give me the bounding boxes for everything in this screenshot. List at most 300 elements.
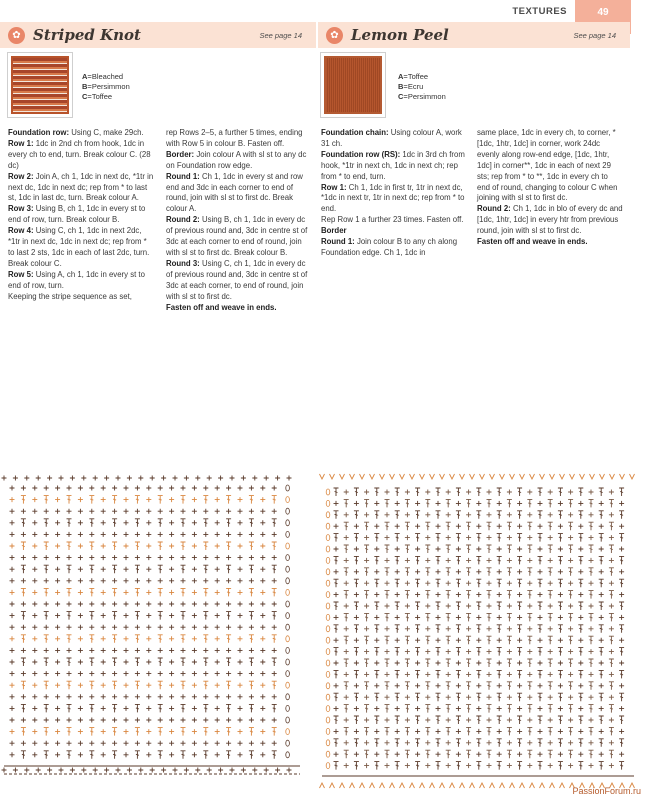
- tr-symbol: [374, 625, 379, 633]
- dc-symbol: [192, 578, 197, 583]
- dc-symbol: [55, 694, 60, 699]
- dc-symbol: [169, 590, 174, 595]
- dc-symbol: [578, 638, 583, 643]
- instruction-label: Foundation row:: [8, 128, 70, 137]
- tr-symbol: [21, 588, 26, 596]
- dc-symbol: [264, 768, 269, 773]
- tr-symbol: [487, 705, 492, 713]
- dc-symbol: [249, 625, 254, 630]
- tr-symbol: [466, 659, 471, 667]
- instruction-text: Using B, ch 1, 1dc in every st to end of row, turn. Break colour B.: [8, 204, 146, 225]
- tr-symbol: [589, 568, 594, 576]
- dc-symbol: [158, 578, 163, 583]
- dc-symbol: [59, 476, 64, 481]
- tr-symbol: [112, 704, 117, 712]
- dc-symbol: [446, 512, 451, 517]
- tr-symbol: [517, 602, 522, 610]
- dc-symbol: [146, 741, 151, 746]
- tr-symbol: [354, 716, 359, 724]
- dc-symbol: [146, 520, 151, 525]
- tr-symbol: [112, 612, 117, 620]
- dc-symbol: [238, 544, 243, 549]
- dc-symbol: [55, 625, 60, 630]
- dc-symbol: [112, 741, 117, 746]
- tr-symbol: [476, 739, 481, 747]
- dc-symbol: [10, 636, 15, 641]
- dc-symbol: [158, 671, 163, 676]
- tr-symbol: [364, 499, 369, 507]
- dc-symbol: [192, 509, 197, 514]
- colour-legend-striped-knot: [82, 72, 130, 102]
- dc-symbol: [275, 476, 280, 481]
- dc-symbol: [169, 752, 174, 757]
- dc-symbol: [78, 752, 83, 757]
- tr-symbol: [425, 750, 430, 758]
- tr-symbol: [203, 519, 208, 527]
- dc-symbol: [415, 661, 420, 666]
- dc-symbol: [558, 547, 563, 552]
- dc-symbol: [568, 695, 573, 700]
- dc-symbol: [527, 512, 532, 517]
- tr-symbol: [507, 705, 512, 713]
- dc-symbol: [385, 512, 390, 517]
- dc-symbol: [101, 497, 106, 502]
- dc-symbol: [146, 497, 151, 502]
- dc-symbol: [44, 555, 49, 560]
- tr-symbol: [203, 565, 208, 573]
- tr-symbol: [21, 612, 26, 620]
- dc-symbol: [548, 490, 553, 495]
- tr-symbol: [334, 739, 339, 747]
- border-v-symbol: [520, 474, 525, 479]
- border-v-symbol: [450, 474, 455, 479]
- tr-symbol: [568, 659, 573, 667]
- dc-symbol: [517, 569, 522, 574]
- dc-symbol: [238, 660, 243, 665]
- dc-symbol: [507, 512, 512, 517]
- tr-symbol: [226, 635, 231, 643]
- tr-symbol: [405, 659, 410, 667]
- tr-symbol: [112, 681, 117, 689]
- dc-symbol: [101, 636, 106, 641]
- dc-symbol: [456, 706, 461, 711]
- dc-symbol: [476, 615, 481, 620]
- dc-symbol: [32, 555, 37, 560]
- chain-symbol: [326, 694, 330, 700]
- dc-symbol: [78, 706, 83, 711]
- border-v-symbol: [540, 783, 545, 788]
- dc-symbol: [548, 649, 553, 654]
- dc-symbol: [169, 532, 174, 537]
- tr-symbol: [374, 556, 379, 564]
- tr-symbol: [158, 612, 163, 620]
- tr-symbol: [599, 716, 604, 724]
- dc-symbol: [364, 695, 369, 700]
- dc-symbol: [385, 558, 390, 563]
- dc-symbol: [203, 555, 208, 560]
- swatch-photo-lemon-peel: [320, 52, 386, 118]
- dc-symbol: [548, 535, 553, 540]
- border-v-symbol: [380, 474, 385, 479]
- tr-symbol: [599, 648, 604, 656]
- dc-symbol: [517, 683, 522, 688]
- tr-symbol: [466, 727, 471, 735]
- dc-symbol: [32, 741, 37, 746]
- dc-symbol: [67, 648, 72, 653]
- dc-symbol: [599, 569, 604, 574]
- tr-symbol: [578, 579, 583, 587]
- dc-symbol: [10, 625, 15, 630]
- dc-symbol: [215, 520, 220, 525]
- chain-symbol: [286, 729, 290, 735]
- dc-symbol: [507, 718, 512, 723]
- dc-symbol: [78, 683, 83, 688]
- dc-symbol: [558, 524, 563, 529]
- tr-symbol: [487, 613, 492, 621]
- tr-symbol: [589, 659, 594, 667]
- tr-symbol: [599, 534, 604, 542]
- dc-symbol: [466, 490, 471, 495]
- tr-symbol: [527, 499, 532, 507]
- border-v-symbol: [420, 474, 425, 479]
- chain-symbol: [326, 683, 330, 689]
- dc-symbol: [517, 547, 522, 552]
- dc-symbol: [436, 752, 441, 757]
- tr-symbol: [354, 556, 359, 564]
- tr-symbol: [334, 534, 339, 542]
- dc-symbol: [10, 694, 15, 699]
- dc-symbol: [55, 497, 60, 502]
- dc-symbol: [405, 740, 410, 745]
- dc-symbol: [32, 636, 37, 641]
- dc-symbol: [619, 752, 624, 757]
- dc-symbol: [599, 638, 604, 643]
- chain-symbol: [286, 601, 290, 607]
- tr-symbol: [44, 519, 49, 527]
- dc-symbol: [558, 569, 563, 574]
- instruction-text: Join colour A with sl st to any dc on Foundation row edge.: [166, 149, 307, 170]
- tr-symbol: [487, 682, 492, 690]
- border-v-symbol: [600, 474, 605, 479]
- dc-symbol: [578, 706, 583, 711]
- dc-symbol: [32, 718, 37, 723]
- dc-symbol: [218, 768, 223, 773]
- dc-symbol: [93, 768, 98, 773]
- tr-symbol: [517, 511, 522, 519]
- dc-symbol: [395, 706, 400, 711]
- tr-symbol: [334, 602, 339, 610]
- instructions-col-1: [8, 128, 154, 303]
- dc-symbol: [466, 740, 471, 745]
- tr-symbol: [578, 670, 583, 678]
- dc-symbol: [446, 558, 451, 563]
- tr-symbol: [425, 545, 430, 553]
- tr-symbol: [364, 750, 369, 758]
- tr-symbol: [158, 496, 163, 504]
- dc-symbol: [192, 671, 197, 676]
- pattern-title: Lemon Peel: [351, 26, 449, 44]
- tr-symbol: [507, 568, 512, 576]
- border-v-symbol: [330, 474, 335, 479]
- dc-symbol: [78, 555, 83, 560]
- instruction-paragraph: [8, 292, 154, 303]
- dc-symbol: [10, 648, 15, 653]
- dc-symbol: [609, 490, 614, 495]
- dc-symbol: [207, 768, 212, 773]
- swatch-photo-striped-knot: [7, 52, 73, 118]
- tr-symbol: [89, 751, 94, 759]
- swatch-image: [11, 56, 69, 114]
- instruction-paragraph: [321, 215, 467, 226]
- dc-symbol: [395, 638, 400, 643]
- tr-symbol: [466, 682, 471, 690]
- dc-symbol: [78, 590, 83, 595]
- dc-symbol: [415, 524, 420, 529]
- dc-symbol: [334, 706, 339, 711]
- dc-symbol: [405, 490, 410, 495]
- dc-symbol: [354, 729, 359, 734]
- dc-symbol: [476, 501, 481, 506]
- dc-symbol: [169, 509, 174, 514]
- tr-symbol: [609, 636, 614, 644]
- dc-symbol: [385, 718, 390, 723]
- instruction-text: Join A, ch 1, 1dc in next dc, *1tr in next dc, 1dc in next dc; rep from * to last st, 1dc in last dc, turn. Break colour A.: [8, 171, 154, 203]
- tr-symbol: [344, 591, 349, 599]
- tr-symbol: [456, 716, 461, 724]
- chain-symbol: [286, 485, 290, 491]
- chain-symbol: [286, 624, 290, 630]
- dc-symbol: [158, 718, 163, 723]
- dc-symbol: [578, 569, 583, 574]
- dc-symbol: [415, 706, 420, 711]
- dc-symbol: [446, 672, 451, 677]
- dc-symbol: [55, 706, 60, 711]
- tr-symbol: [67, 565, 72, 573]
- dc-symbol: [456, 524, 461, 529]
- tr-symbol: [578, 602, 583, 610]
- tr-symbol: [385, 750, 390, 758]
- dc-symbol: [135, 486, 140, 491]
- dc-symbol: [568, 718, 573, 723]
- dc-symbol: [21, 555, 26, 560]
- dc-symbol: [215, 729, 220, 734]
- dc-symbol: [169, 497, 174, 502]
- tr-symbol: [67, 681, 72, 689]
- tr-symbol: [226, 565, 231, 573]
- tr-symbol: [609, 750, 614, 758]
- tr-symbol: [272, 635, 277, 643]
- tr-symbol: [385, 682, 390, 690]
- dc-symbol: [548, 558, 553, 563]
- tr-symbol: [364, 636, 369, 644]
- dc-symbol: [374, 501, 379, 506]
- chain-symbol: [326, 546, 330, 552]
- dc-symbol: [116, 476, 121, 481]
- dc-symbol: [55, 671, 60, 676]
- instruction-label: Round 1:: [321, 237, 355, 247]
- tr-symbol: [476, 579, 481, 587]
- dc-symbol: [272, 555, 277, 560]
- tr-symbol: [558, 648, 563, 656]
- dc-symbol: [78, 718, 83, 723]
- dc-symbol: [158, 625, 163, 630]
- dc-symbol: [476, 638, 481, 643]
- tr-symbol: [415, 556, 420, 564]
- dc-symbol: [67, 718, 72, 723]
- dc-symbol: [55, 590, 60, 595]
- tr-symbol: [507, 545, 512, 553]
- dc-symbol: [619, 592, 624, 597]
- chain-symbol: [326, 660, 330, 666]
- border-v-symbol: [550, 474, 555, 479]
- dc-symbol: [55, 602, 60, 607]
- dc-symbol: [10, 602, 15, 607]
- dc-symbol: [146, 729, 151, 734]
- dc-symbol: [260, 671, 265, 676]
- dc-symbol: [169, 555, 174, 560]
- tr-symbol: [446, 499, 451, 507]
- dc-symbol: [260, 567, 265, 572]
- tr-symbol: [405, 705, 410, 713]
- chain-symbol: [326, 535, 330, 541]
- dc-symbol: [146, 602, 151, 607]
- dc-symbol: [589, 695, 594, 700]
- instruction-paragraph: [8, 128, 154, 139]
- instruction-text: Using C, ch 1, 1dc in every dc of previous round and, 3dc in centre st of 3dc at each corner, to end of round, join with sl st to first dc.: [166, 258, 308, 301]
- dc-symbol: [364, 740, 369, 745]
- dc-symbol: [116, 768, 121, 773]
- dc-symbol: [55, 532, 60, 537]
- tr-symbol: [578, 625, 583, 633]
- dc-symbol: [169, 636, 174, 641]
- dc-symbol: [354, 706, 359, 711]
- dc-symbol: [104, 768, 109, 773]
- tr-symbol: [67, 496, 72, 504]
- tr-symbol: [181, 612, 186, 620]
- tr-symbol: [538, 716, 543, 724]
- tr-symbol: [497, 625, 502, 633]
- tr-symbol: [158, 542, 163, 550]
- dc-symbol: [44, 486, 49, 491]
- dc-symbol: [238, 694, 243, 699]
- dc-symbol: [89, 578, 94, 583]
- dc-symbol: [215, 590, 220, 595]
- tr-symbol: [158, 751, 163, 759]
- tr-symbol: [203, 681, 208, 689]
- star-icon: ✿: [8, 27, 25, 44]
- border-v-symbol: [470, 783, 475, 788]
- tr-symbol: [507, 591, 512, 599]
- dc-symbol: [101, 578, 106, 583]
- dc-symbol: [260, 590, 265, 595]
- dc-symbol: [203, 648, 208, 653]
- dc-symbol: [466, 512, 471, 517]
- dc-symbol: [456, 683, 461, 688]
- instruction-label: Row 4:: [8, 226, 34, 236]
- tr-symbol: [599, 511, 604, 519]
- dc-symbol: [334, 661, 339, 666]
- dc-symbol: [203, 671, 208, 676]
- dc-symbol: [101, 706, 106, 711]
- dc-symbol: [44, 671, 49, 676]
- dc-symbol: [405, 535, 410, 540]
- tr-symbol: [487, 659, 492, 667]
- dc-symbol: [169, 706, 174, 711]
- dc-symbol: [568, 490, 573, 495]
- tr-symbol: [619, 602, 624, 610]
- border-v-symbol: [320, 474, 325, 479]
- dc-symbol: [13, 768, 18, 773]
- dc-symbol: [169, 602, 174, 607]
- dc-symbol: [364, 558, 369, 563]
- tr-symbol: [507, 636, 512, 644]
- dc-symbol: [181, 509, 186, 514]
- tr-symbol: [517, 625, 522, 633]
- tr-symbol: [44, 496, 49, 504]
- tr-symbol: [249, 612, 254, 620]
- tr-symbol: [354, 534, 359, 542]
- tr-symbol: [558, 602, 563, 610]
- dc-symbol: [124, 718, 129, 723]
- chain-symbol: [286, 566, 290, 572]
- dc-symbol: [272, 671, 277, 676]
- dc-symbol: [476, 547, 481, 552]
- dc-symbol: [436, 592, 441, 597]
- tr-symbol: [619, 556, 624, 564]
- dc-symbol: [215, 660, 220, 665]
- tr-symbol: [538, 534, 543, 542]
- tr-symbol: [568, 705, 573, 713]
- tr-symbol: [249, 635, 254, 643]
- dc-symbol: [466, 626, 471, 631]
- instruction-text: Keeping the stripe sequence as set,: [8, 291, 132, 301]
- dc-symbol: [374, 524, 379, 529]
- dc-symbol: [249, 555, 254, 560]
- dc-symbol: [238, 729, 243, 734]
- dc-symbol: [124, 741, 129, 746]
- tr-symbol: [89, 542, 94, 550]
- tr-symbol: [344, 522, 349, 530]
- tr-symbol: [538, 556, 543, 564]
- tr-symbol: [344, 636, 349, 644]
- tr-symbol: [89, 519, 94, 527]
- tr-symbol: [21, 565, 26, 573]
- dc-symbol: [215, 706, 220, 711]
- tr-symbol: [538, 625, 543, 633]
- tr-symbol: [415, 488, 420, 496]
- dc-symbol: [169, 613, 174, 618]
- dc-symbol: [2, 768, 7, 773]
- dc-symbol: [497, 706, 502, 711]
- dc-symbol: [146, 567, 151, 572]
- dc-symbol: [527, 581, 532, 586]
- dc-symbol: [10, 509, 15, 514]
- tr-symbol: [456, 534, 461, 542]
- dc-symbol: [249, 486, 254, 491]
- tr-symbol: [609, 682, 614, 690]
- dc-symbol: [146, 578, 151, 583]
- tr-symbol: [568, 636, 573, 644]
- dc-symbol: [589, 649, 594, 654]
- tr-symbol: [67, 728, 72, 736]
- dc-symbol: [192, 567, 197, 572]
- tr-symbol: [385, 613, 390, 621]
- tr-symbol: [112, 635, 117, 643]
- dc-symbol: [260, 497, 265, 502]
- dc-symbol: [55, 741, 60, 746]
- tr-symbol: [89, 681, 94, 689]
- dc-symbol: [425, 604, 430, 609]
